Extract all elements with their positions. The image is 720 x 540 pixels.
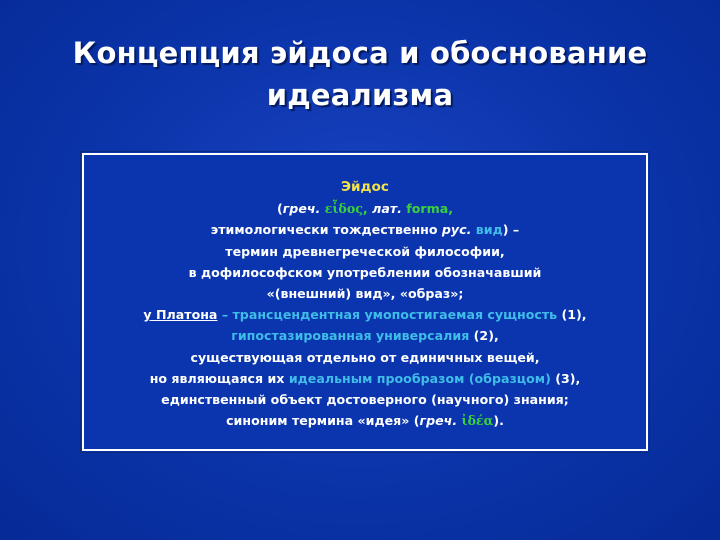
definition-line-etymology <box>84 198 646 219</box>
hypostatized-universal-term: гипостазированная универсалия <box>231 328 470 344</box>
idea-text: синоним термина «идея» ( <box>226 413 420 429</box>
ideal-prototype-term: идеальным прообразом (образцом) <box>288 370 551 386</box>
definition-box <box>82 153 648 451</box>
number-1: (1), <box>561 307 587 323</box>
greek-label-2: греч. <box>419 413 458 429</box>
number-3: (3), <box>555 370 581 386</box>
comma: , <box>362 201 368 217</box>
plato-label: у Платона <box>143 307 218 323</box>
russian-text: этимологически тождественно <box>210 222 442 238</box>
greek-word-eidos: εἶδος <box>324 201 363 217</box>
definition-line-3: термин древнегреческой философии, <box>225 243 505 259</box>
definition-line-5: «(внешний) вид», «образ»; <box>266 286 464 302</box>
close-paren-dash: ) – <box>502 222 520 238</box>
greek-label: греч. <box>282 201 321 217</box>
latin-label: лат. <box>372 201 402 217</box>
definition-line-idea <box>84 410 646 431</box>
close-paren-period: ). <box>493 413 504 429</box>
definition-line-plato <box>84 304 646 325</box>
definition-line-russian <box>84 219 646 240</box>
number-2: (2), <box>473 328 499 344</box>
slide-title <box>0 32 720 116</box>
definition-heading: Эйдос <box>341 179 389 195</box>
latin-word-forma: forma, <box>406 201 454 217</box>
slide-title-line-1: Концепция эйдоса и обоснование <box>72 36 648 70</box>
transcendent-essence-term: – трансцендентная умопостигаемая сущность <box>221 307 558 323</box>
greek-word-idea: ἰδέα <box>461 413 494 429</box>
definition-line-4: в дофилософском употреблении обозначавший <box>188 264 542 280</box>
definition-line-8: существующая отдельно от единичных вещей, <box>190 349 540 365</box>
slide-title-line-2: идеализма <box>266 78 454 112</box>
definition-line-prototype <box>84 368 646 389</box>
open-paren: ( <box>276 201 283 217</box>
definition-line-universal <box>84 325 646 346</box>
definition-line-10: единственный объект достоверного (научного) знания; <box>161 392 569 408</box>
russian-label: рус. <box>441 222 472 238</box>
russian-word-vid: вид <box>475 222 503 238</box>
prototype-text: но являющаяся их <box>149 370 289 386</box>
